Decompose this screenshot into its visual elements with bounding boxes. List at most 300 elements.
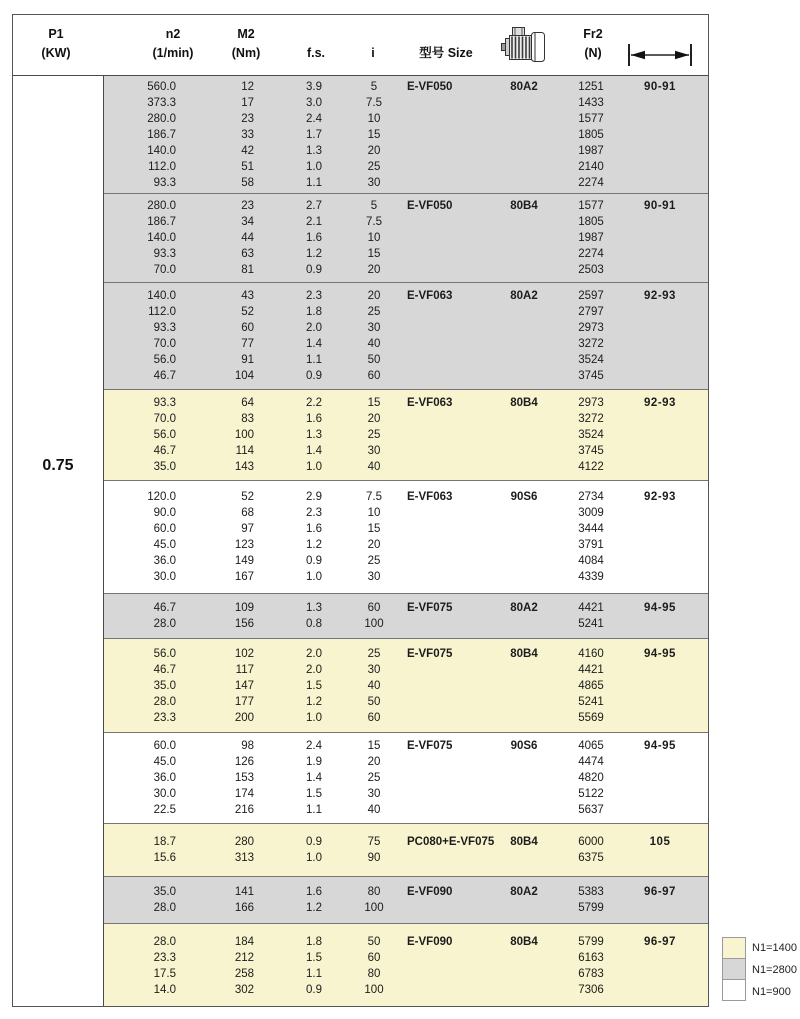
cell-n2: 35.0 — [153, 886, 176, 898]
cell-n2: 45.0 — [153, 756, 176, 768]
cell-fr2: 3272 — [578, 338, 604, 350]
cell-i: 20 — [367, 144, 381, 157]
cell-m2: 167 — [234, 571, 254, 583]
cell-i: 30 — [367, 571, 381, 583]
cell-i: 60 — [367, 602, 381, 614]
table-row — [104, 368, 708, 384]
cell-fs: 1.3 — [306, 429, 322, 441]
spec-group-e-vf090-80b4 — [104, 923, 708, 1006]
cell-m2: 123 — [234, 539, 254, 551]
cell-fr2: 4122 — [578, 461, 604, 473]
cell-n2: 28.0 — [153, 695, 176, 708]
table-row — [104, 111, 708, 127]
cell-n2: 56.0 — [153, 354, 176, 366]
cell-fs: 1.2 — [306, 539, 322, 551]
table-row — [104, 489, 708, 505]
cell-i: 10 — [367, 232, 381, 244]
spec-group-e-vf075-80b4 — [104, 638, 708, 732]
cell-n2: 36.0 — [153, 555, 176, 567]
cell-m2: 63 — [241, 248, 254, 260]
cell-i: 25 — [367, 772, 381, 784]
cell-i: 25 — [367, 647, 381, 660]
table-row — [104, 352, 708, 368]
cell-m2: 109 — [234, 602, 254, 614]
cell-fr2: 1251 — [578, 80, 604, 93]
cell-n2: 14.0 — [153, 984, 176, 996]
cell-i: 7.5 — [366, 96, 382, 109]
spec-group-e-vf063-80b4 — [104, 389, 708, 480]
cell-i: 15 — [367, 397, 381, 409]
cell-fs: 2.4 — [306, 740, 322, 752]
cell-n2: 36.0 — [153, 772, 176, 784]
cell-fr2: 3009 — [578, 507, 604, 519]
cell-fr2: 4820 — [578, 772, 604, 784]
cell-n2: 56.0 — [153, 429, 176, 441]
cell-fs: 1.9 — [306, 756, 322, 768]
table-row — [104, 95, 708, 111]
cell-n2: 56.0 — [153, 647, 176, 660]
table-row — [104, 246, 708, 262]
cell-n2: 93.3 — [153, 176, 176, 189]
cell-i: 25 — [367, 160, 381, 173]
spec-group-e-vf063-80a2 — [104, 282, 708, 389]
cell-fs: 1.2 — [306, 695, 322, 708]
cell-i: 20 — [367, 264, 381, 276]
table-row — [104, 662, 708, 678]
cell-fs: 2.2 — [306, 397, 322, 409]
cell-n2: 120.0 — [147, 491, 176, 503]
cell-n2: 30.0 — [153, 571, 176, 583]
cell-fr2: 5383 — [578, 886, 604, 898]
table-row — [104, 770, 708, 786]
cell-fs: 1.0 — [306, 852, 322, 864]
spec-group-e-vf050-80b4 — [104, 193, 708, 282]
cell-m2: 68 — [241, 507, 254, 519]
cell-m2: 156 — [234, 618, 254, 630]
cell-n2: 28.0 — [153, 936, 176, 948]
cell-fs: 1.8 — [306, 306, 322, 318]
cell-m2: 44 — [241, 232, 254, 244]
cell-m2: 216 — [234, 804, 254, 816]
cell-m2: 147 — [234, 679, 254, 692]
cell-m2: 174 — [234, 788, 254, 800]
dimension-arrows-icon — [627, 44, 693, 66]
col-header-p1 — [21, 25, 91, 63]
spec-group-pc080-e-vf075-80b4 — [104, 823, 708, 876]
cell-i: 75 — [367, 836, 381, 848]
cell-fs: 1.6 — [306, 523, 322, 535]
cell-model: E-VF063 — [407, 290, 453, 302]
cell-fs: 1.6 — [306, 232, 322, 244]
cell-i: 80 — [367, 886, 381, 898]
cell-m2: 12 — [241, 80, 254, 93]
table-row — [104, 537, 708, 553]
cell-m2: 98 — [241, 740, 254, 752]
table-row — [104, 175, 708, 191]
cell-model: E-VF063 — [407, 491, 453, 503]
cell-i: 25 — [367, 555, 381, 567]
table-row — [104, 884, 708, 900]
cell-frame: 80B4 — [510, 936, 538, 948]
cell-m2: 258 — [234, 968, 254, 980]
header-line: (KW) — [41, 46, 71, 60]
cell-i: 50 — [367, 936, 381, 948]
cell-i: 10 — [367, 507, 381, 519]
cell-m2: 184 — [234, 936, 254, 948]
cell-n2: 112.0 — [148, 160, 176, 173]
cell-i: 80 — [367, 968, 381, 980]
cell-fr2: 6375 — [578, 852, 604, 864]
cell-fr2: 6783 — [578, 968, 604, 980]
table-row — [104, 262, 708, 278]
cell-n2: 35.0 — [153, 461, 176, 473]
cell-n2: 35.0 — [153, 679, 176, 692]
cell-frame: 80B4 — [510, 200, 538, 212]
table-row — [104, 127, 708, 143]
cell-m2: 102 — [234, 647, 254, 660]
cell-m2: 60 — [241, 322, 254, 334]
cell-fs: 1.1 — [306, 804, 322, 816]
spec-group-e-vf075-80a2 — [104, 593, 708, 638]
table-row — [104, 678, 708, 694]
legend-label-n1-1400: N1=1400 — [752, 942, 797, 954]
cell-fr2: 5122 — [578, 788, 604, 800]
cell-fr2: 3745 — [578, 370, 604, 382]
cell-fs: 1.5 — [306, 679, 322, 692]
cell-frame: 80B4 — [510, 836, 538, 848]
spec-group-e-vf063-90s6 — [104, 480, 708, 593]
cell-i: 100 — [364, 984, 384, 996]
cell-fr2: 6000 — [578, 836, 604, 848]
cell-fs: 1.2 — [306, 902, 322, 914]
table-row — [104, 646, 708, 662]
cell-n2: 46.7 — [153, 602, 176, 614]
header-line: (Nm) — [231, 46, 261, 60]
cell-fr2: 1805 — [578, 128, 604, 141]
table-row — [104, 79, 708, 95]
spec-group-e-vf090-80a2 — [104, 876, 708, 923]
cell-fr2: 2274 — [578, 248, 604, 260]
cell-pages: 96-97 — [644, 886, 676, 898]
header-line: n2 — [165, 27, 181, 41]
cell-n2: 112.0 — [148, 306, 176, 318]
cell-fs: 1.0 — [306, 571, 322, 583]
cell-fs: 1.3 — [306, 602, 322, 614]
cell-fr2: 5241 — [578, 618, 604, 630]
cell-fs: 2.7 — [306, 200, 322, 212]
cell-fr2: 3444 — [578, 523, 604, 535]
table-row — [104, 427, 708, 443]
table-row — [104, 288, 708, 304]
table-row — [104, 616, 708, 632]
cell-fs: 1.0 — [306, 160, 322, 173]
cell-fs: 1.8 — [306, 936, 322, 948]
cell-m2: 91 — [241, 354, 254, 366]
col-header-size: 型号 Size — [419, 46, 473, 60]
cell-n2: 22.5 — [153, 804, 176, 816]
cell-fs: 2.9 — [306, 491, 322, 503]
cell-pages: 94-95 — [644, 740, 676, 752]
cell-fr2: 4065 — [578, 740, 604, 752]
cell-fs: 0.8 — [306, 618, 322, 630]
cell-m2: 117 — [235, 663, 254, 676]
cell-fs: 0.9 — [306, 555, 322, 567]
cell-model: E-VF050 — [407, 200, 453, 212]
cell-n2: 18.7 — [153, 836, 176, 848]
cell-m2: 43 — [241, 290, 254, 302]
cell-fr2: 2973 — [578, 397, 604, 409]
cell-m2: 166 — [234, 902, 254, 914]
cell-i: 30 — [367, 788, 381, 800]
cell-fr2: 2597 — [578, 290, 604, 302]
cell-m2: 51 — [241, 160, 254, 173]
cell-n2: 17.5 — [153, 968, 176, 980]
table-row — [104, 850, 708, 866]
cell-frame: 80B4 — [510, 647, 538, 660]
cell-i: 15 — [367, 740, 381, 752]
cell-m2: 143 — [234, 461, 254, 473]
cell-frame: 80B4 — [510, 397, 538, 409]
cell-model: E-VF090 — [407, 936, 453, 948]
cell-fr2: 4084 — [578, 555, 604, 567]
table-row — [104, 900, 708, 916]
cell-fr2: 6163 — [578, 952, 604, 964]
table-row — [104, 966, 708, 982]
cell-n2: 15.6 — [153, 852, 176, 864]
table-row — [104, 934, 708, 950]
spec-group-e-vf075-90s6 — [104, 732, 708, 823]
cell-fs: 2.3 — [306, 507, 322, 519]
cell-fr2: 4160 — [578, 647, 604, 660]
cell-n2: 60.0 — [153, 523, 176, 535]
cell-n2: 46.7 — [153, 663, 176, 676]
cell-i: 40 — [367, 461, 381, 473]
cell-m2: 100 — [234, 429, 254, 441]
cell-i: 20 — [367, 413, 381, 425]
cell-m2: 81 — [241, 264, 254, 276]
cell-fr2: 3524 — [578, 354, 604, 366]
cell-i: 5 — [370, 200, 378, 212]
table-row — [104, 336, 708, 352]
cell-m2: 302 — [234, 984, 254, 996]
cell-m2: 33 — [241, 128, 254, 141]
table-row — [104, 411, 708, 427]
table-row — [104, 754, 708, 770]
cell-model: E-VF075 — [407, 647, 453, 660]
cell-fr2: 3524 — [578, 429, 604, 441]
cell-fs: 1.7 — [306, 128, 322, 141]
cell-n2: 70.0 — [153, 338, 176, 350]
cell-m2: 212 — [234, 952, 254, 964]
cell-fr2: 5637 — [578, 804, 604, 816]
table-row — [104, 786, 708, 802]
cell-m2: 114 — [235, 445, 254, 457]
legend-label-n1-2800: N1=2800 — [752, 964, 797, 976]
col-header-i: i — [371, 46, 375, 60]
cell-fr2: 5569 — [578, 711, 604, 724]
col-header-n2 — [128, 25, 218, 63]
cell-i: 60 — [367, 711, 381, 724]
cell-frame: 80A2 — [510, 602, 538, 614]
cell-m2: 58 — [241, 176, 254, 189]
cell-i: 100 — [364, 902, 384, 914]
table-row — [104, 214, 708, 230]
cell-m2: 17 — [241, 96, 254, 109]
cell-model: E-VF075 — [407, 602, 453, 614]
cell-fr2: 2503 — [578, 264, 604, 276]
cell-pages: 92-93 — [644, 290, 676, 302]
header-line: Fr2 — [583, 27, 603, 41]
cell-fs: 1.5 — [306, 952, 322, 964]
cell-fs: 3.9 — [306, 80, 322, 93]
cell-i: 20 — [367, 290, 381, 302]
cell-pages: 105 — [649, 836, 671, 848]
cell-fs: 0.9 — [306, 264, 322, 276]
cell-fr2: 3791 — [578, 539, 604, 551]
table-row — [104, 521, 708, 537]
cell-m2: 52 — [241, 491, 254, 503]
cell-fs: 1.0 — [306, 461, 322, 473]
cell-fs: 1.0 — [306, 711, 322, 724]
legend-swatch-n1-1400 — [722, 937, 746, 959]
cell-m2: 34 — [241, 216, 254, 228]
legend-label-n1-900: N1=900 — [752, 986, 791, 998]
cell-m2: 97 — [241, 523, 254, 535]
cell-pages: 94-95 — [644, 602, 676, 614]
table-row — [104, 569, 708, 585]
cell-n2: 46.7 — [153, 370, 176, 382]
cell-i: 30 — [367, 176, 381, 189]
cell-n2: 93.3 — [153, 322, 176, 334]
cell-fs: 1.4 — [306, 772, 322, 784]
cell-n2: 90.0 — [153, 507, 176, 519]
cell-fr2: 5241 — [578, 695, 604, 708]
legend-labels — [752, 937, 797, 1003]
cell-n2: 70.0 — [153, 413, 176, 425]
cell-i: 90 — [367, 852, 381, 864]
cell-i: 100 — [364, 618, 384, 630]
cell-i: 50 — [367, 354, 381, 366]
cell-i: 40 — [367, 338, 381, 350]
cell-fr2: 1987 — [578, 232, 604, 244]
table-row — [104, 950, 708, 966]
cell-i: 60 — [367, 370, 381, 382]
table-row — [104, 230, 708, 246]
table-row — [104, 198, 708, 214]
cell-m2: 23 — [241, 200, 254, 212]
cell-i: 20 — [367, 756, 381, 768]
cell-n2: 560.0 — [147, 80, 176, 93]
cell-m2: 104 — [234, 370, 254, 382]
cell-model: E-VF063 — [407, 397, 453, 409]
cell-m2: 280 — [234, 836, 254, 848]
table-row — [104, 395, 708, 411]
table-row — [104, 443, 708, 459]
table-row — [104, 143, 708, 159]
cell-fr2: 3745 — [578, 445, 604, 457]
table-row — [104, 459, 708, 475]
cell-fs: 2.1 — [306, 216, 322, 228]
cell-frame: 80A2 — [510, 80, 538, 93]
p1-value: 0.75 — [42, 457, 74, 474]
cell-fs: 1.4 — [306, 338, 322, 350]
cell-i: 25 — [367, 429, 381, 441]
cell-i: 15 — [367, 523, 381, 535]
cell-n2: 280.0 — [147, 200, 176, 212]
cell-n2: 186.7 — [147, 128, 176, 141]
header-line: M2 — [237, 27, 255, 41]
cell-fs: 1.3 — [306, 144, 322, 157]
cell-model: E-VF075 — [407, 740, 453, 752]
cell-fr2: 1433 — [578, 96, 604, 109]
legend-swatch-n1-2800 — [722, 958, 746, 980]
legend-swatch-n1-900 — [722, 979, 746, 1001]
cell-fr2: 4421 — [578, 602, 604, 614]
cell-n2: 140.0 — [147, 290, 176, 302]
cell-m2: 52 — [241, 306, 254, 318]
cell-fr2: 3272 — [578, 413, 604, 425]
p1-column — [13, 76, 104, 1006]
spec-group-e-vf050-80a2 — [104, 76, 708, 193]
cell-fr2: 2734 — [578, 491, 604, 503]
cell-i: 15 — [367, 248, 381, 260]
cell-m2: 83 — [241, 413, 254, 425]
cell-fs: 2.0 — [306, 663, 322, 676]
cell-m2: 149 — [234, 555, 254, 567]
cell-fs: 0.9 — [306, 370, 322, 382]
cell-i: 7.5 — [366, 216, 382, 228]
cell-fs: 1.4 — [306, 445, 322, 457]
table-row — [104, 738, 708, 754]
cell-fr2: 1577 — [578, 200, 604, 212]
table-row — [104, 600, 708, 616]
cell-i: 40 — [367, 804, 381, 816]
table-row — [104, 159, 708, 175]
table-row — [104, 982, 708, 998]
cell-fr2: 1987 — [578, 144, 604, 157]
table-row — [104, 553, 708, 569]
cell-fs: 1.6 — [306, 413, 322, 425]
cell-fr2: 4421 — [578, 663, 604, 676]
cell-fr2: 5799 — [578, 902, 604, 914]
table-row — [104, 802, 708, 818]
cell-fs: 1.5 — [306, 788, 322, 800]
col-header-fr2 — [561, 25, 625, 63]
cell-pages: 92-93 — [644, 491, 676, 503]
cell-i: 15 — [367, 128, 381, 141]
table-row — [104, 505, 708, 521]
cell-pages: 96-97 — [644, 936, 676, 948]
cell-pages: 92-93 — [644, 397, 676, 409]
cell-fs: 2.0 — [306, 647, 322, 660]
cell-i: 25 — [367, 306, 381, 318]
cell-n2: 23.3 — [153, 952, 176, 964]
cell-fr2: 1577 — [578, 112, 604, 125]
cell-fr2: 4474 — [578, 756, 604, 768]
table-row — [104, 834, 708, 850]
cell-frame: 80A2 — [510, 290, 538, 302]
cell-n2: 93.3 — [153, 397, 176, 409]
header-line: (1/min) — [152, 46, 194, 60]
col-header-m2 — [208, 25, 284, 63]
cell-n2: 373.3 — [147, 96, 176, 109]
cell-fr2: 7306 — [578, 984, 604, 996]
cell-n2: 93.3 — [153, 248, 176, 260]
cell-fs: 2.0 — [306, 322, 322, 334]
cell-model: E-VF050 — [407, 80, 453, 93]
cell-fr2: 2274 — [578, 176, 604, 189]
cell-m2: 64 — [241, 397, 254, 409]
